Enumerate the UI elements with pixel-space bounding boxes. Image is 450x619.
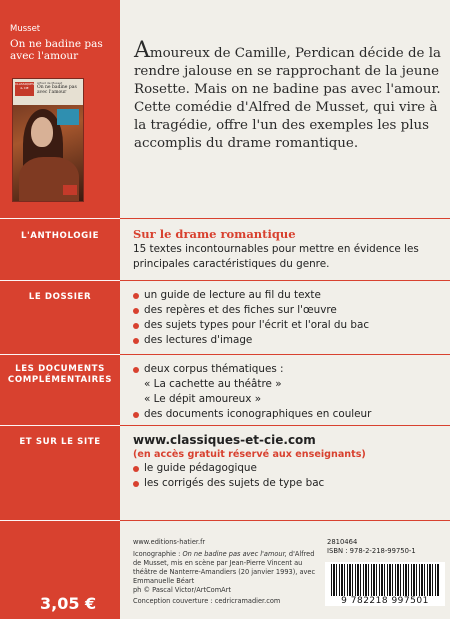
barcode-bars — [331, 564, 439, 596]
barcode-digits: 9 782218 997501 — [341, 596, 429, 606]
list-item — [133, 362, 448, 407]
anthologie-content — [133, 227, 448, 272]
documents-sub-1: « La cachette au théâtre » — [144, 378, 282, 390]
publisher-website[interactable]: www.editions-hatier.fr — [133, 538, 206, 546]
documents-list — [133, 362, 448, 422]
product-code: 2810464 — [327, 538, 358, 546]
documents-content — [133, 362, 448, 422]
cover-face — [31, 117, 53, 147]
list-item: des sujets types pour l'écrit et l'oral du bac — [133, 318, 448, 333]
cover-design-credit: Conception couverture : cedricramadier.com — [133, 597, 281, 605]
documents-item-1: deux corpus thématiques : — [144, 363, 284, 375]
book-title: On ne badine pas avec l'amour — [10, 38, 103, 62]
anthologie-heading: Sur le drame romantique — [133, 227, 296, 241]
sidebar-top — [0, 0, 120, 218]
label-anthologie: L'ANTHOLOGIE — [20, 231, 100, 241]
list-item: des lectures d'image — [133, 333, 448, 348]
dossier-list — [133, 288, 448, 348]
divider-5-red — [120, 520, 450, 521]
list-item: des documents iconographiques en couleur — [133, 407, 448, 422]
cover-badge: CLASSIQUES & CIE — [15, 82, 34, 96]
list-item: le guide pédagogique — [133, 461, 448, 476]
barcode — [325, 562, 445, 606]
isbn: ISBN : 978-2-218-99750-1 — [327, 547, 416, 555]
site-list — [133, 461, 448, 491]
label-site: ET SUR LE SITE — [19, 437, 101, 447]
documents-sub-2: « Le dépit amoureux » — [144, 393, 262, 405]
divider-4-red — [120, 425, 450, 426]
divider-3-red — [120, 354, 450, 355]
book-cover-image — [12, 78, 84, 202]
divider-2-red — [120, 280, 450, 281]
cover-author: Alfred de Musset — [37, 81, 63, 85]
icono-label: Iconographie : — [133, 550, 181, 558]
anthologie-text: 15 textes incontournables pour mettre en évidence les principales caractéristiques du genre. — [133, 243, 419, 270]
book-author: Musset — [10, 24, 41, 34]
site-content — [133, 432, 448, 491]
list-item: les corrigés des sujets de type bac — [133, 476, 448, 491]
iconography-credit — [133, 550, 323, 586]
label-dossier: LE DOSSIER — [28, 292, 92, 302]
price: 3,05 € — [40, 594, 97, 613]
intro-body: moureux de Camille, Perdican décide de la rendre jalouse en se rapprochant de la jeune Rosette. Mais on ne badine pas avec l'amour. Cette comédie d'Alfred de Musset, qui vire à la tragédie, offre l'un des exemples les plus accomplis du drame romantique. — [134, 46, 441, 151]
intro-text — [134, 38, 444, 153]
cover-title: On ne badine pas avec l'amour — [37, 85, 77, 95]
divider-1-red — [120, 218, 450, 219]
cover-dress — [19, 157, 79, 202]
credits — [133, 538, 323, 606]
photo-credit: ph © Pascal Victor/ArtComArt — [133, 586, 231, 594]
intro-dropcap: A — [134, 38, 150, 63]
label-documents: LES DOCUMENTS COMPLÉMENTAIRES — [7, 364, 113, 385]
icono-title: On ne badine pas avec l'amour, — [182, 550, 287, 558]
list-item: un guide de lecture au fil du texte — [133, 288, 448, 303]
dossier-content — [133, 288, 448, 348]
icono-rest: d'Alfred de Musset, mis en scène par Jean-Pierre Vincent au théâtre de Nanterre-Amandiers (20 janvier 1993), avec Emmanuelle Béart — [133, 550, 316, 585]
isbn-block — [327, 538, 447, 556]
publisher-logo-icon — [63, 185, 77, 195]
site-url[interactable]: www.classiques-et-cie.com — [133, 433, 316, 447]
list-item: des repères et des fiches sur l'œuvre — [133, 303, 448, 318]
site-note: (en accès gratuit réservé aux enseignants) — [133, 449, 366, 460]
cover-blue-sticker — [57, 109, 79, 125]
